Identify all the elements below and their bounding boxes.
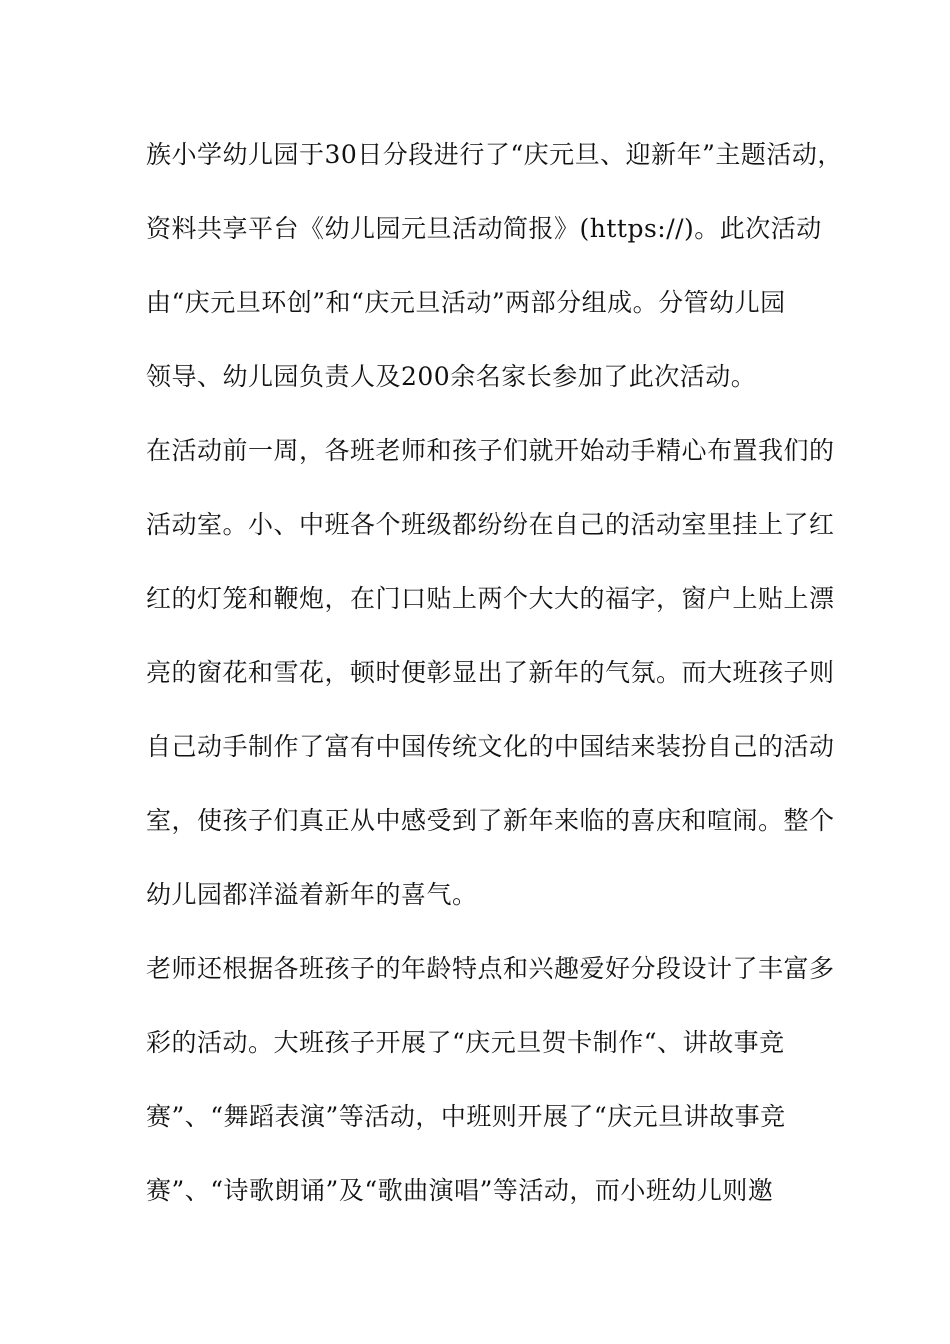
text-line: 由“庆元旦环创”和“庆元旦活动”两部分组成。分管幼儿园: [146, 288, 786, 317]
text-line: 在活动前一周，各班老师和孩子们就开始动手精心布置我们的: [146, 436, 835, 465]
text-line: 族小学幼儿园于30日分段进行了“庆元旦、迎新年”主题活动，: [146, 140, 843, 169]
text-line: 自己动手制作了富有中国传统文化的中国结来装扮自己的活动: [146, 732, 835, 761]
body-text: [146, 118, 846, 1228]
text-line: 彩的活动。大班孩子开展了“庆元旦贺卡制作“、讲故事竞: [146, 1028, 785, 1057]
text-line: 领导、幼儿园负责人及200余名家长参加了此次活动。: [146, 362, 757, 391]
text-line: 幼儿园都洋溢着新年的喜气。: [146, 880, 478, 909]
text-line: 资料共享平台《幼儿园元旦活动简报》(https://)。此次活动: [146, 214, 822, 243]
text-line: 赛”、“舞蹈表演”等活动，中班则开展了“庆元旦讲故事竞: [146, 1102, 786, 1131]
text-line: 室，使孩子们真正从中感受到了新年来临的喜庆和喧闹。整个: [146, 806, 835, 835]
text-line: 红的灯笼和鞭炮，在门口贴上两个大大的福字，窗户上贴上漂: [146, 584, 835, 613]
text-line: 活动室。小、中班各个班级都纷纷在自己的活动室里挂上了红: [146, 510, 835, 539]
text-line: 亮的窗花和雪花，顿时便彰显出了新年的气氛。而大班孩子则: [146, 658, 835, 687]
text-line: 赛”、“诗歌朗诵”及“歌曲演唱”等活动，而小班幼儿则邀: [146, 1176, 774, 1205]
text-line: 老师还根据各班孩子的年龄特点和兴趣爱好分段设计了丰富多: [146, 954, 835, 983]
